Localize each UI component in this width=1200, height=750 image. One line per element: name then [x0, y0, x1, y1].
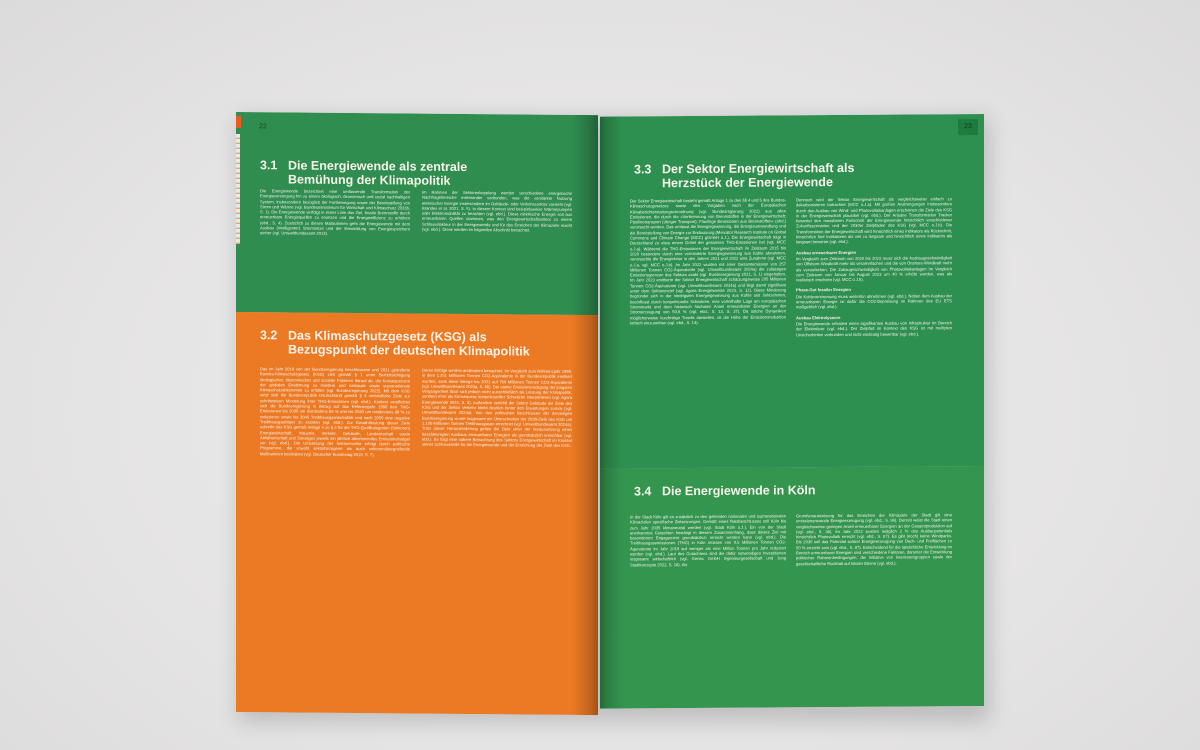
paragraph: Das im Jahr 2019 von der Bundesregierung beschlossene und 2021 geänderte Bundes-Klimaschutzgesetz (KSG) zielt gemäß § 1 unter Berücksichtigung ökologischer, ökonomischer und sozialer Faktoren darauf ab, die Konsequenzen der globalen Erwärmung zu mindern und nationale sowie supranationale Klimaschutzabkommen zu erfüllen (vgl. Bundesregierung 2022). Mit dem KSG setzt sich die Bundesrepublik Deutschland gemäß § 3 verbindliche Ziele zur schrittweisen Minderung ihrer THG-Emissionen (vgl. ebd.). Konkret verpflichtet sich die Bundesregierung in Bezug auf das Referenzjahr 1990 ihre THG-Emissionen bis 2030 um mindestens 65 % und bis 2040 um mindestens 88 % zu reduzieren sowie bis 2045 Treibhausgasneutralität und nach 2050 eine negative Treibhausgasbilanz zu erzielen (vgl. ebd.). Zur Gewährleistung dieser Ziele schreibt das KSG gemäß Anlage 4 zu § 2 für die THG-Quellkategorien (Sektoren) Energiewirtschaft, Industrie, Verkehr, Gebäude, Landwirtschaft sowie Abfallwirtschaft und Sonstiges jeweils ein jährlich abnehmendes Emissionsbudget vor (vgl. ebd.). Die Umsetzung der Sektorenziele erfolgt durch politische Programme, die sowohl sektorbezogene als auch sektorenübergreifende Maßnahmen beinhalten (vgl. Deutscher Bundestag 2019, S. 7). [260, 366, 410, 457]
section-title-line2: Bezugspunkt der deutschen Klimapolitik [288, 342, 530, 359]
section-3-4-column-1 [630, 513, 786, 624]
section-3-1-column-2 [422, 190, 572, 309]
page-edges [236, 134, 240, 244]
subheading: Ausbau erneuerbarer Energien [796, 249, 857, 255]
section-3-1-heading [260, 158, 580, 189]
section-number: 3.3 [634, 162, 652, 177]
section-title-line1: Das Klimaschutzgesetz (KSG) als [288, 328, 487, 345]
paragraph: Die Kohleverstromung muss weiterhin abnehmen (vgl. ebd.). Neben dem Ausbau der erneuerbaren Energie ist dafür die CO2-Bepreisung im Rahmen des EU ETS maßgeblich (vgl. ebd.). [796, 292, 952, 310]
paragraph: In der Stadt Köln gilt es zusätzlich zu den geltenden nationalen und supranationalen Klimazielen spezifische Zielsetzungen. Gemäß eines Ratsbeschlusses soll Köln bis zum Jahr 2035 klimaneutral werden (vgl. Stadt Köln o.J.). Ein von der Stadt anerkanntes Gutachten bestätigt in diesem Zusammenhang, dass dieses Ziel mit besonderem Engagement grundsätzlich erreicht werden kann (vgl. ebd.). Die Treibhausgasemissionen (THG) in Köln müssen von 9,5 Millionen Tonnen CO2-Äquivalente im Jahr 2019 auf weniger als eine Million Tonnen pro Jahr reduziert werden (vgl. ebd.). Laut des Gutachtens sind die dafür notwendigen Investitionen insgesamt wirtschaftlich (vgl. Gertec GmbH Ingenieurgesellschaft und Jung Stadtkonzepte 2022, S. 18). Als [630, 513, 786, 568]
subheading: Phase-Out fossiler Energien [796, 287, 851, 293]
left-page [236, 112, 598, 715]
section-title-line1: Der Sektor Energiewirtschaft als [662, 160, 855, 177]
paragraph: Die Energiewende bezeichnet eine umfassende Transformation der Energieversorgung hin zu einem ökologisch, ökonomisch und sozial nachhaltigen System, insbesondere bezüglich der Fortbewegung sowie der Bereitstellung von Strom und Wärme (vgl. Bundesministerium für Wirtschaft und Klimaschutz 2023b, S. 1). Die Energiewende verfolgt in erster Linie das Ziel, fossile Brennstoffe durch erneuerbare Energiequellen zu ersetzen und die Energieeffizienz zu erhöhen (ebd., S. 4). Zusätzlich zu diesen Maßnahmen geht die Energiewende mit dem Ausbau (intelligenter) Stromnetze und der Entwicklung von Energiespeichern einher (vgl. Umweltbundesamt 2013). [260, 188, 410, 237]
right-page [600, 114, 984, 709]
section-number: 3.2 [260, 328, 278, 343]
section-number: 3.4 [634, 484, 652, 499]
subheading: Ausbau Elektrolyseure [796, 314, 841, 320]
page-number: 22 [259, 123, 267, 131]
section-title-line1: Die Energiewende als zentrale [288, 158, 468, 175]
paragraph: Im Rahmen der Sektorenkopplung werden verschiedene energetische Nachfragebereiche miteinander verbunden, was die verstärkte Nutzung elektrischer Energie insbesondere im Gebäude- oder Verkehrssektor vorsieht (vgl. Brandes et al. 2021, S. 5). In diesem Kontext sind beispielsweise Wärmepumpen oder Elektromobilität zu beachten (vgl. ebd.). Diese elektrische Energie soll aus erneuerbaren Quellen stammen, was den Energiewirtschaftssektor zu einem Schlüsselakteur in der Energiewende und für das Erreichen der Klimaziele macht (vgl. ebd.). Diese werden im folgenden Abschnitt betrachtet. [422, 189, 572, 233]
section-3-4-column-2 [796, 512, 952, 623]
paragraph: Dennoch wird der Sektor Energiewirtschaft als vergleichsweise einfach zu dekarbonisieren betrachtet (MCC o.J.a). Mit großen Anstrengungen insbesondere durch den Ausbau von Wind- und Photovoltaikanlagen erscheinen die Ziele des KSG in der Energiewirtschaft plausibel (vgl. ebd.). Der Ariadne Transformation Tracker bewertet den messbaren Fortschritt der Energiewende hinsichtlich verschiedener Zukunftsszenarien und der 2030er Zielpfaden des KSG (vgl. MCC o.J.b). Die Transformation der Energiewirtschaft wird hinsichtlich eines Indikators als Rückschritt, hinsichtlich fünf Indikatoren als viel zu langsam und hinsichtlich eines Indikators als langsam bewertet (vgl. ebd.). [796, 196, 952, 245]
section-3-4-heading [634, 482, 954, 498]
section-3-2-column-2 [422, 368, 572, 559]
section-3-1-column-1 [260, 188, 410, 307]
edge-tab [236, 116, 241, 128]
paragraph: Deren Erfolge werden ambivalent betrachtet. Im Vergleich zum Referenzjahr 1990, in dem 1.251 Millionen Tonnen CO2-Äquivalente in der Bundesrepublik emittiert wurden, sank diese Menge bis 2021 auf 760 Millionen Tonnen CO2-Äquivalente (vgl. Umweltbundesamt 2023a, S. 66). Der starke Emissionsrückgang der jüngsten Vergangenheit lässt sich jedoch nicht ausschließlich als Leistung der Klimapolitik, sondern eher als Konsequenz konjunktureller Schwäche interpretieren (vgl. Agora Energiewende 2024, S. 3). Außerdem verfehlt der Sektor Gebäude die Ziele des KSG und der Sektor Verkehr bleibt deutlich hinter den Erwartungen zurück (vgl. Umweltbundesamt 2024a). Von den politischen Beschlüssen der derzeitigen Bundesregierung wurde insgesamt ein Überschreiten der 2030-Ziele des KSG um 1.100 Millionen Tonnen Treibhausgasen errechnet (vgl. Umweltbundesamt 2024a). Trotz dieser Herausforderung gelten die Ziele unter der Voraussetzung eines beschleunigten Ausbaus erneuerbarer Energien als grundsätzlich erreichbar (vgl. ebd.). Es folgt eine nähere Betrachtung des Sektors Energiewirtschaft im Kontext seiner Schlüsselrolle für die Energiewende und der Erreichung der Ziele des KSG. [422, 367, 572, 449]
page-number: 23 [958, 119, 978, 135]
section-3-3-column-2 [796, 196, 952, 457]
section-3-3-heading [634, 160, 964, 190]
paragraph: Die Energiewende erfordert einen signifikanten Ausbau von Infrastruktur im Bereich der Elektrolyse (vgl. ebd.). Der Zielpfad im Kontext des KSG ist mit multiplen Unsicherheiten verbunden und nicht eindeutig bewertbar (vgl. ebd.). [796, 320, 952, 337]
section-title-line2: Bemühung der Klimapolitik [288, 172, 451, 188]
spine-shadow-right [600, 117, 622, 709]
section-3-3-column-1 [630, 197, 786, 458]
paragraph: Im Vergleich zum Zeitraum von 2020 bis 2022 muss sich die Ausbaugeschwindigkeit von Offshore-Windkraft mehr als verzehnfachen und die von Onshore-Windkraft mehr als verviefachen. Die Zubaugeschwindigkeit von Photovoltaikanlagen im Vergleich zum Zeitraum von Januar bis August 2023 um 40 % erhöht werden, was als realistisch erscheint (vgl. MCC o.J.b). [796, 255, 952, 283]
section-3-2-column-1 [260, 366, 410, 557]
section-title-line2: Herzstück der Energiewende [662, 175, 833, 191]
section-number: 3.1 [260, 158, 278, 173]
paragraph: Der Sektor Energiewirtschaft besteht gemäß Anlage 1 zu den §§ 4 und 5 des Bundes-Klimaschutzgesetzes sowie den Vorgaben nach der Europäischen Klimaberichterstattungsverordnung (vgl. Bundesregierung 2022) aus allen Emissionen, die durch die »Verbrennung von Brennstoffen in der Energiewirtschaft; Pipelinetransport (übriger Transport); Flüchtige Emissionen aus Brennstoffen« (ebd.) verursacht werden. Das umfasst die Energiegewinnung, die Energieumwandlung und die Bereitstellung von Energie zur Endnutzung (Mercator Research Institute on Global Commons and Climate Change (MCC) gGmbH o.J.). Die Energiewirtschaft trägt in Deutschland zu etwa einem Drittel der gesamten THG-Emissionen bei (vgl. MCC o.J.a). Während die THG-Emissionen der Energiewirtschaft im Zeitraum 2015 bis 2020 besonders durch eine verminderte Energiegewinnung aus Kohle abnahmen, verursachte die Energiekrise in den Jahren 2021 und 2022 eine Zunahme (vgl. MCC o.J.a, vgl. MCC o.J.b). Im Jahr 2022 wurden mit einer Gesamtemission von 257 Millionen Tonnen CO2-Äquivalente (vgl. Umweltbundesamt 2024a) die zulässigen Emissionsgrenzen des Sektors exakt (vgl. Bundesregierung 2021, S. 1) eingehalten. Im Jahr 2023 emittierte der Sektor Energiewirtschaft schätzungsweise 205 Millionen Tonnen CO2-Äquivalente (vgl. Umweltbundesamt 2024a) und liegt damit signifikant unter dem Sektorenziel (vgl. Agora Energiewende 2023, S. 12). Diese Minderung begründet sich in der niedrigsten Energiegewinnung aus Kohle seit Jahrzehnten, beeinflusst durch konjunkturelle Schwäche, eine vorteilhafte Lage am europäischen Strommarkt und dem historisch höchsten Anteil erneuerbarer Energien an der Stromerzeugung von 50,6 % (vgl. ebd., S. 13, S. 37). Da solche Dynamiken möglicherweise kurzfristige Trends darstellen, ist die Höhe der Emissionsreduktion kritisch einzuordnen (vgl. ebd., S. 13). [630, 197, 786, 326]
paragraph: Grundvoraussetzung für das Erreichen der Klimaziele der Stadt gilt eine emissionsneutrale Energieerzeugung (vgl. ebd., S. 86). Derzeit weist die Stadt einen vergleichsweise geringen Anteil erneuerbarer Energien an der Gesamtproduktion auf (vgl. ebd., S. 38). Im Jahr 2022 wurden lediglich 2 % des Ausbaupotentials hinsichtlich Photovoltaik erreicht (vgl. ebd., S. 87). Es gibt (noch) keine Windparks. Bis 2030 soll das Potential solarer Energieerzeugung von Dach- und Freiflächen zu 50 % erreicht sein (vgl. ebd., S. 87). Entscheidend für die tatsächliche Entwicklung im Bereich erneuerbarer Energien sind verschiedene Faktoren, darunter die Entwicklung politischer Rahmenbedingungen, die Initiative von Interessengruppen sowie der gesellschaftliche Rückhalt auf lokaler Ebene (vgl. ebd.). [796, 512, 952, 566]
section-title: Die Energiewende in Köln [662, 483, 816, 499]
spine-shadow-left [572, 115, 598, 715]
section-3-2-heading [260, 328, 590, 359]
